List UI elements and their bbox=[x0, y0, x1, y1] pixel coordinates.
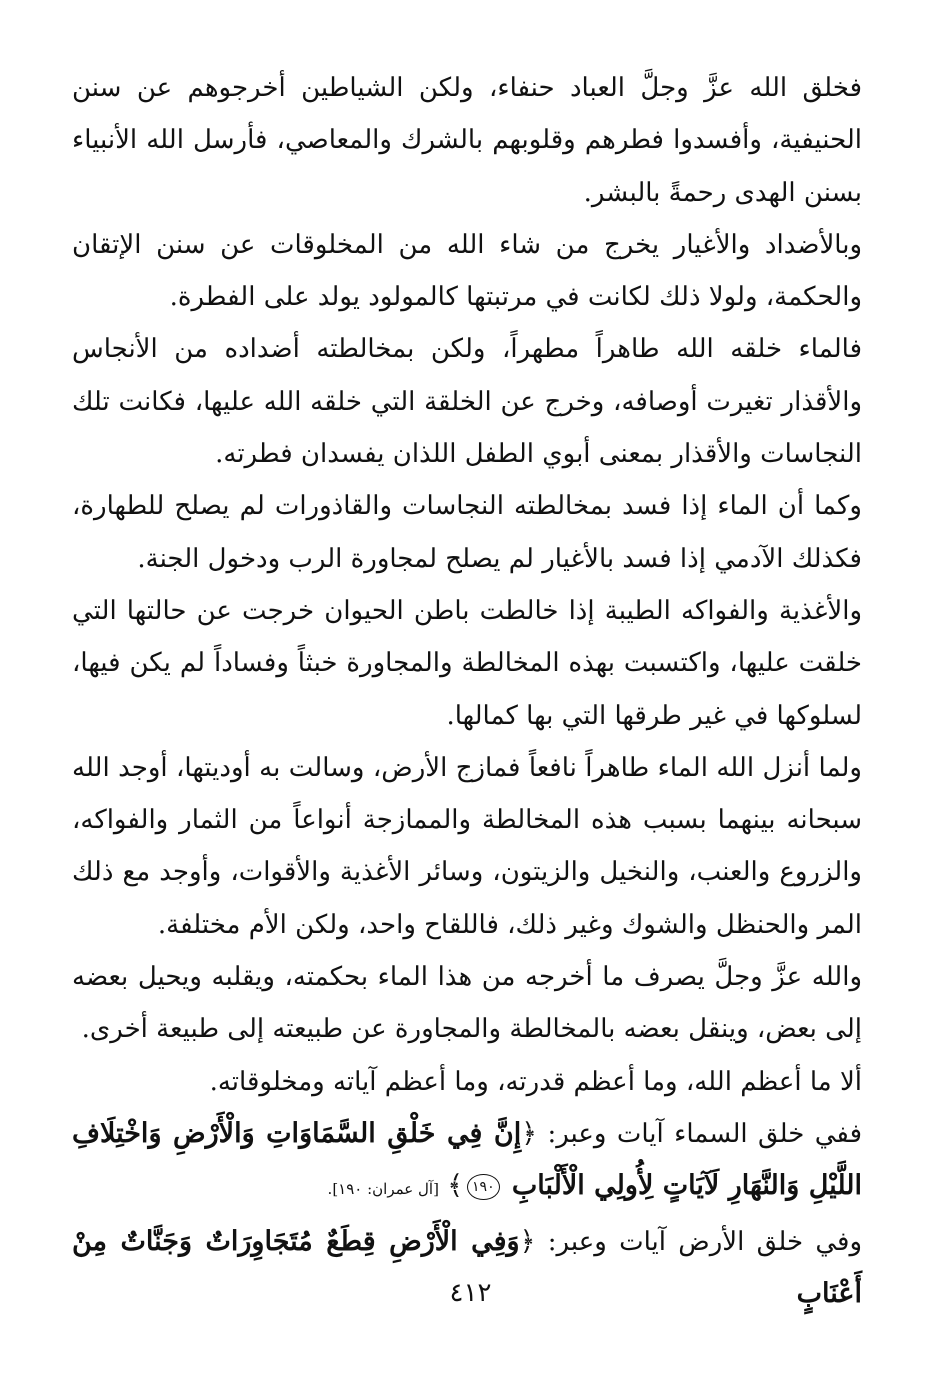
ayah-number-marker: ١٩٠ bbox=[467, 1174, 500, 1200]
verse-paragraph-sky bbox=[72, 1108, 862, 1216]
paragraph-8: ألا ما أعظم الله، وما أعظم قدرته، وما أعظم آياته ومخلوقاته. bbox=[209, 1066, 862, 1097]
ornate-bracket-open: ﴿ bbox=[521, 1117, 538, 1149]
paragraph-4: وكما أن الماء إذا فسد بمخالطته النجاسات والقاذورات لم يصلح للطهارة، فكذلك الآدمي إذا فسد بالأغيار لم يصلح لمجاورة الرب ودخول الجنة. bbox=[72, 491, 862, 574]
ornate-bracket-close: ﴾ bbox=[447, 1170, 464, 1202]
quran-verse-sky: إِنَّ فِي خَلْقِ السَّمَاوَاتِ وَالْأَرْضِ وَاخْتِلَافِ اللَّيْلِ وَالنَّهَارِ لَآيَاتٍ لِأُولِي الْأَلْبَابِ bbox=[72, 1117, 862, 1202]
paragraph-1: فخلق الله عزَّ وجلَّ العباد حنفاء، ولكن الشياطين أخرجوهم عن سنن الحنيفية، وأفسدوا فطرهم وقلوبهم بالشرك والمعاصي، فأرسل الله الأنبياء بسنن الهدى رحمةً بالبشر. bbox=[72, 73, 862, 208]
quran-verse-earth: وَفِي الْأَرْضِ قِطَعٌ مُتَجَاوِرَاتٌ وَجَنَّاتٌ مِنْ أَعْنَابٍ bbox=[72, 1225, 862, 1309]
paragraph-2: وبالأضداد والأغيار يخرج من شاء الله من المخلوقات عن سنن الإتقان والحكمة، ولولا ذلك لكانت في مرتبتها كالمولود يولد على الفطرة. bbox=[72, 229, 862, 313]
paragraph-5: والأغذية والفواكه الطيبة إذا خالطت باطن الحيوان خرجت عن حالتها التي خلقت عليها، واكتسبت بهذه المخالطة والمجاورة خبثاً وفساداً لم يكن فيها، لسلوكها في غير طرقها التي بها كمالها. bbox=[72, 595, 862, 731]
paragraph-3: فالماء خلقه الله طاهراً مطهراً، ولكن بمخالطته أضداده من الأنجاس والأقذار تغيرت أوصافه، وخرج عن الخلقة التي خلقه الله عليها، فكانت تلك النجاسات والأقذار بمعنى أبوي الطفل اللذان يفسدان فطرته. bbox=[72, 334, 862, 470]
paragraph-6: ولما أنزل الله الماء طاهراً نافعاً فمازج الأرض، وسالت به أوديتها، أوجد الله سبحانه بينهما بسبب هذه المخالطة والممازجة أنواعاً من الثمار والفواكه، والزروع والعنب، والنخيل والزيتون، وسائر الأغذية والأقوات، وأوجد مع ذلك المر والحنظل والشوك وغير ذلك، فاللقاح واحد، ولكن الأم مختلفة. bbox=[72, 752, 862, 940]
ornate-bracket-open: ﴿ bbox=[519, 1225, 536, 1257]
verse-intro-earth: وفي خلق الأرض آيات وعبر: bbox=[547, 1226, 863, 1257]
verse-intro-sky: ففي خلق السماء آيات وعبر: bbox=[547, 1118, 863, 1149]
page-body bbox=[72, 62, 862, 1320]
page-number: ٤١٢ bbox=[449, 1278, 492, 1308]
paragraph-7: والله عزَّ وجلَّ يصرف ما أخرجه من هذا الماء بحكمته، ويقلبه ويحيل بعضه إلى بعض، وينقل بعضه بالمخالطة والمجاورة عن طبيعته إلى طبيعة أخرى. bbox=[72, 962, 862, 1045]
verse-reference: [آل عمران: ١٩٠]. bbox=[327, 1180, 439, 1199]
